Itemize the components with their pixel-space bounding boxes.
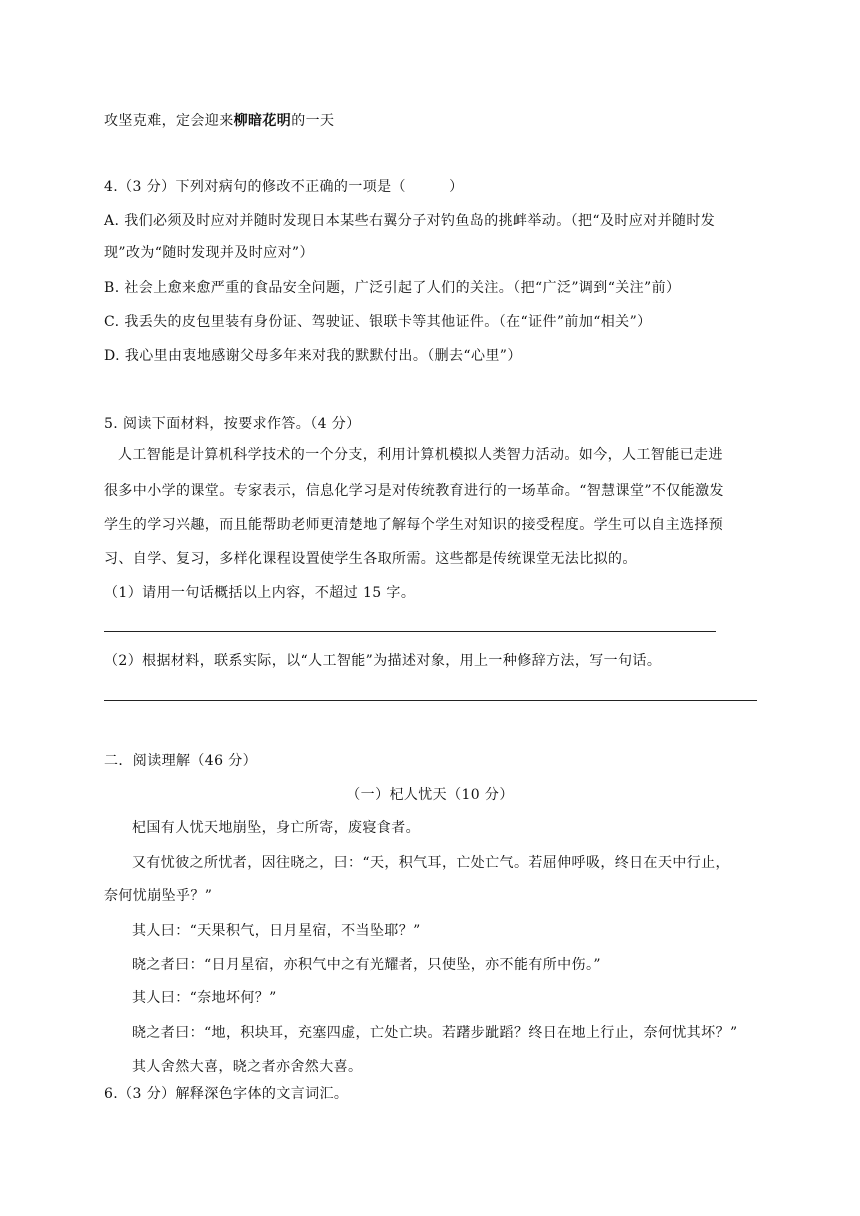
q5-material-line: 习、自学、复习，多样化课程设置使学生各取所需。这些都是传统课堂无法比拟的。 — [104, 551, 637, 567]
passage-line: 其人曰：“奈地坏何？” — [132, 990, 277, 1006]
q5-sub1: （1）请用一句话概括以上内容，不超过 15 字。 — [104, 585, 416, 601]
q4-option-c: C. 我丢失的皮包里装有身份证、驾驶证、银联卡等其他证件。（在“证件”前加“相关”） — [104, 314, 652, 330]
passage-title: （一）杞人忧天（10 分） — [346, 787, 514, 803]
passage-line: 其人曰：“天果积气，日月星宿，不当坠耶？” — [132, 923, 421, 939]
q6-stem: 6.（3 分）解释深色字体的文言词汇。 — [104, 1086, 349, 1102]
section2-heading: 二．阅读理解（46 分） — [104, 753, 258, 769]
q5-sub1-answer-line[interactable] — [104, 631, 716, 632]
passage-line: 晓之者曰：“地，积块耳，充塞四虚，亡处亡块。若躇步跐蹈？终日在地上行止，奈何忧其坏？” — [132, 1025, 738, 1041]
q4-option-a: A. 我们必须及时应对并随时发现日本某些右翼分子对钓鱼岛的挑衅举动。（把“及时应对并随时发 — [104, 213, 716, 229]
passage-line: 奈何忧崩坠乎？” — [104, 888, 213, 904]
passage-line: 其人舍然大喜，晓之者亦舍然大喜。 — [132, 1059, 363, 1075]
top-fragment-text: 攻坚克难，定会迎来 — [104, 113, 234, 129]
q4-option-b: B. 社会上愈来愈严重的食品安全问题，广泛引起了人们的关注。（把“广泛”调到“关注”前） — [104, 280, 681, 296]
q5-material-line: 很多中小学的课堂。专家表示，信息化学习是对传统教育进行的一场革命。“智慧课堂”不仅能激发 — [104, 483, 724, 499]
q4-option-d: D. 我心里由衷地感谢父母多年来对我的默默付出。（删去“心里”） — [104, 348, 522, 364]
passage-line: 杞国有人忧天地崩坠，身亡所寄，废寝食者。 — [132, 820, 420, 836]
q5-sub2-answer-line[interactable] — [104, 700, 757, 701]
top-fragment-tail: 的一天 — [291, 113, 335, 129]
q5-stem: 5. 阅读下面材料，按要求作答。（4 分） — [104, 416, 361, 432]
passage-line: 晓之者曰：“日月星宿，亦积气中之有光耀者，只使坠，亦不能有所中伤。” — [132, 957, 601, 973]
passage-line: 又有忧彼之所忧者，因往晓之，曰：“天，积气耳，亡处亡气。若屈伸呼吸，终日在天中行止， — [132, 855, 730, 871]
top-fragment-bold-text: 柳暗花明 — [233, 113, 292, 129]
top-fragment — [104, 111, 334, 131]
q5-material-line: 人工智能是计算机科学技术的一个分支，利用计算机模拟人类智力活动。如今，人工智能已走进 — [118, 447, 723, 463]
q5-material-line: 学生的学习兴趣，而且能帮助老师更清楚地了解每个学生对知识的接受程度。学生可以自主选择预 — [104, 517, 724, 533]
q4-option-a-continued: 现”改为“随时发现并及时应对”） — [104, 245, 314, 261]
q4-stem: 4.（3 分）下列对病句的修改不正确的一项是（ ） — [104, 179, 464, 195]
q5-sub2: （2）根据材料，联系实际，以“人工智能”为描述对象，用上一种修辞方法，写一句话。 — [104, 653, 662, 669]
